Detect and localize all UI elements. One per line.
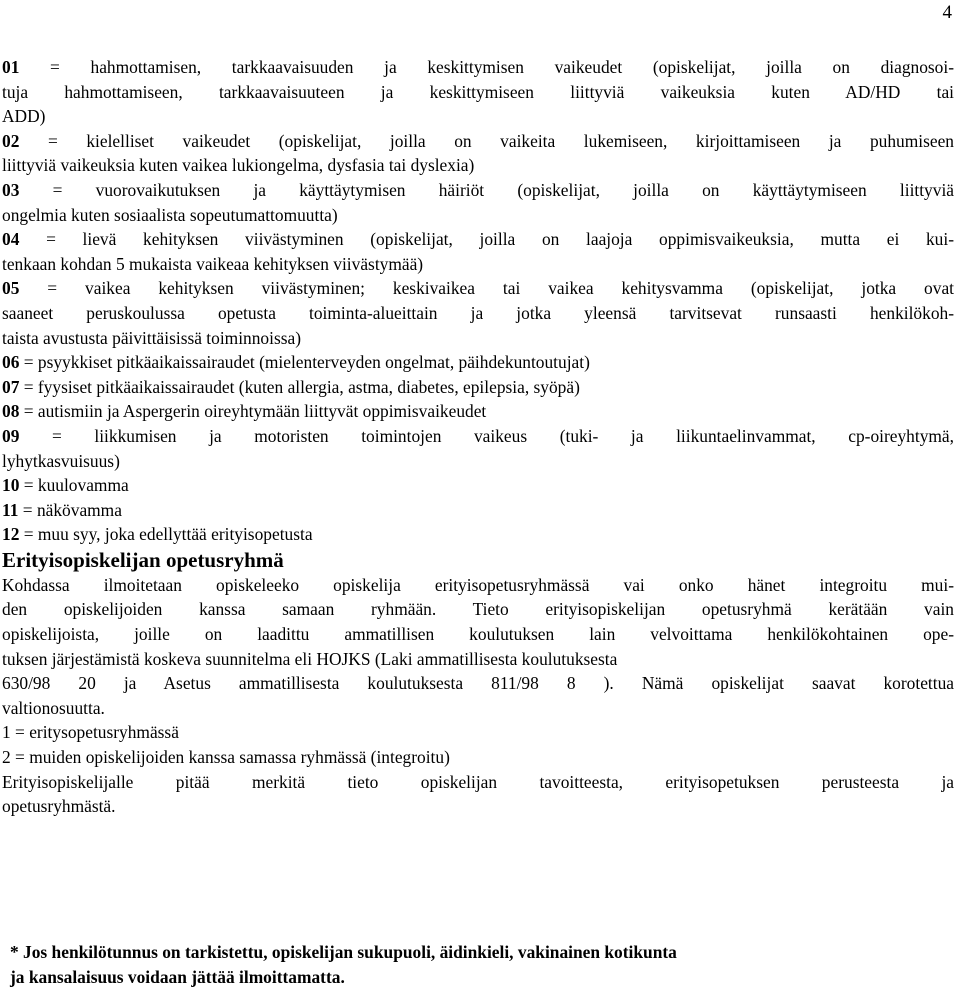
code-line bbox=[2, 80, 954, 105]
code-item bbox=[2, 424, 958, 473]
section-line: Kohdassa ilmoitetaan opiskeleeko opiskelija erityisopetusryhmässä vai onko hänet integroitu mui- bbox=[2, 574, 954, 595]
footnote-line: * Jos henkilötunnus on tarkistettu, opiskelijan sukupuoli, äidinkieli, vakinainen kotikunta bbox=[10, 942, 677, 962]
code-text: = autismiin ja Aspergerin oireyhtymään liittyvät oppimisvaikeudet bbox=[19, 401, 487, 422]
code-text: tenkaan kohdan 5 mukaista vaikeaa kehityksen viivästymää) bbox=[2, 253, 424, 274]
code-line bbox=[2, 227, 954, 252]
code-line bbox=[2, 153, 958, 178]
code-line bbox=[2, 129, 954, 154]
code-text: = kuulovamma bbox=[19, 475, 129, 496]
code-number: 07 bbox=[2, 376, 20, 397]
section-line: valtionosuutta. bbox=[2, 697, 105, 718]
code-item bbox=[2, 227, 958, 276]
code-text: = vuorovaikutuksen ja käyttäytymisen häiriöt (opiskelijat, joilla on käyttäytymiseen liittyviä bbox=[19, 179, 954, 200]
code-text: = psyykkiset pitkäaikaissairaudet (mielenterveyden ongelmat, päihdekuntoutujat) bbox=[19, 352, 590, 373]
code-number: 12 bbox=[2, 524, 20, 545]
code-text: = näkövamma bbox=[18, 499, 122, 520]
code-line bbox=[2, 104, 958, 129]
code-number: 11 bbox=[2, 499, 19, 520]
code-number: 05 bbox=[2, 278, 20, 299]
code-text: = kielelliset vaikeudet (opiskelijat, joilla on vaikeita lukemiseen, kirjoittamiseen ja puhumiseen bbox=[19, 130, 954, 151]
code-item bbox=[2, 129, 958, 178]
code-line bbox=[2, 449, 958, 474]
code-text: saaneet peruskoulussa opetusta toiminta-alueittain ja jotka yleensä tarvitsevat runsaasti henkilökoh- bbox=[2, 302, 954, 323]
section-line: 2 = muiden opiskelijoiden kanssa samassa ryhmässä (integroitu) bbox=[2, 747, 450, 768]
code-number: 10 bbox=[2, 475, 20, 496]
code-item bbox=[2, 276, 958, 350]
code-line bbox=[2, 498, 958, 523]
section-line: opetusryhmästä. bbox=[2, 796, 116, 817]
code-line bbox=[2, 424, 954, 449]
code-item bbox=[2, 375, 958, 400]
code-text: = liikkumisen ja motoristen toimintojen vaikeus (tuki- ja liikuntaelinvammat, cp-oireyhtymä, bbox=[19, 425, 954, 446]
code-number: 08 bbox=[2, 401, 20, 422]
code-line bbox=[2, 399, 958, 424]
code-item bbox=[2, 55, 958, 129]
code-text: liittyviä vaikeuksia kuten vaikea lukiongelma, dysfasia tai dyslexia) bbox=[2, 155, 475, 176]
code-text: taista avustusta päivittäisissä toiminnoissa) bbox=[2, 327, 301, 348]
section-heading: Erityisopiskelijan opetusryhmä bbox=[2, 547, 284, 572]
code-line bbox=[2, 473, 958, 498]
section-line: den opiskelijoiden kanssa samaan ryhmään. Tieto erityisopiskelijan opetusryhmä kerätään vain bbox=[2, 599, 954, 620]
footnote-line: ja kansalaisuus voidaan jättää ilmoittamatta. bbox=[10, 967, 345, 987]
document-body bbox=[2, 55, 958, 819]
section-line: tuksen järjestämistä koskeva suunnitelma eli HOJKS (Laki ammatillisesta koulutuksesta bbox=[2, 648, 618, 669]
code-item bbox=[2, 498, 958, 523]
code-line bbox=[2, 203, 958, 228]
section-line: 630/98 20 ja Asetus ammatillisesta koulutuksesta 811/98 8 ). Nämä opiskelijat saavat korotettua bbox=[2, 673, 954, 694]
code-text: = hahmottamisen, tarkkaavaisuuden ja keskittymisen vaikeudet (opiskelijat, joilla on diagnosoi- bbox=[19, 57, 954, 77]
code-number: 06 bbox=[2, 352, 20, 373]
code-text: tuja hahmottamiseen, tarkkaavaisuuteen ja keskittymiseen liittyviä vaikeuksia kuten AD/HD tai bbox=[2, 81, 954, 102]
section-line: 1 = eritysopetusryhmässä bbox=[2, 722, 179, 743]
code-text: lyhytkasvuisuus) bbox=[2, 450, 120, 471]
code-item bbox=[2, 178, 958, 227]
page-number: 4 bbox=[942, 2, 952, 23]
code-line bbox=[2, 375, 958, 400]
code-line bbox=[2, 276, 954, 301]
code-line bbox=[2, 522, 958, 547]
code-line bbox=[2, 178, 954, 203]
code-text: = lievä kehityksen viivästyminen (opiskelijat, joilla on laajoja oppimisvaikeuksia, mutta ei kui- bbox=[19, 229, 954, 250]
code-line bbox=[2, 326, 958, 351]
code-number: 09 bbox=[2, 425, 20, 446]
code-text: = muu syy, joka edellyttää erityisopetusta bbox=[19, 524, 313, 545]
section-line: opiskelijoista, joille on laadittu ammatillisen koulutuksen lain velvoittama henkilökohtainen ope- bbox=[2, 624, 954, 645]
code-item bbox=[2, 350, 958, 375]
code-text: = vaikea kehityksen viivästyminen; keskivaikea tai vaikea kehitysvamma (opiskelijat, jotka ovat bbox=[19, 278, 954, 299]
code-item bbox=[2, 522, 958, 547]
code-line bbox=[2, 55, 954, 80]
code-text: ongelmia kuten sosiaalista sopeutumattomuutta) bbox=[2, 204, 338, 225]
code-number: 04 bbox=[2, 229, 20, 250]
section-body bbox=[2, 573, 958, 819]
code-number: 02 bbox=[2, 130, 20, 151]
code-number: 01 bbox=[2, 57, 20, 77]
section-line: Erityisopiskelijalle pitää merkitä tieto opiskelijan tavoitteesta, erityisopetuksen perusteesta ja bbox=[2, 771, 954, 792]
code-item bbox=[2, 473, 958, 498]
footnote bbox=[10, 940, 950, 990]
code-line bbox=[2, 252, 958, 277]
code-number: 03 bbox=[2, 179, 20, 200]
special-needs-code-list bbox=[2, 55, 958, 547]
code-text: = fyysiset pitkäaikaissairaudet (kuten allergia, astma, diabetes, epilepsia, syöpä) bbox=[19, 376, 580, 397]
code-line bbox=[2, 350, 958, 375]
code-item bbox=[2, 399, 958, 424]
code-text: ADD) bbox=[2, 106, 46, 127]
code-line bbox=[2, 301, 954, 326]
